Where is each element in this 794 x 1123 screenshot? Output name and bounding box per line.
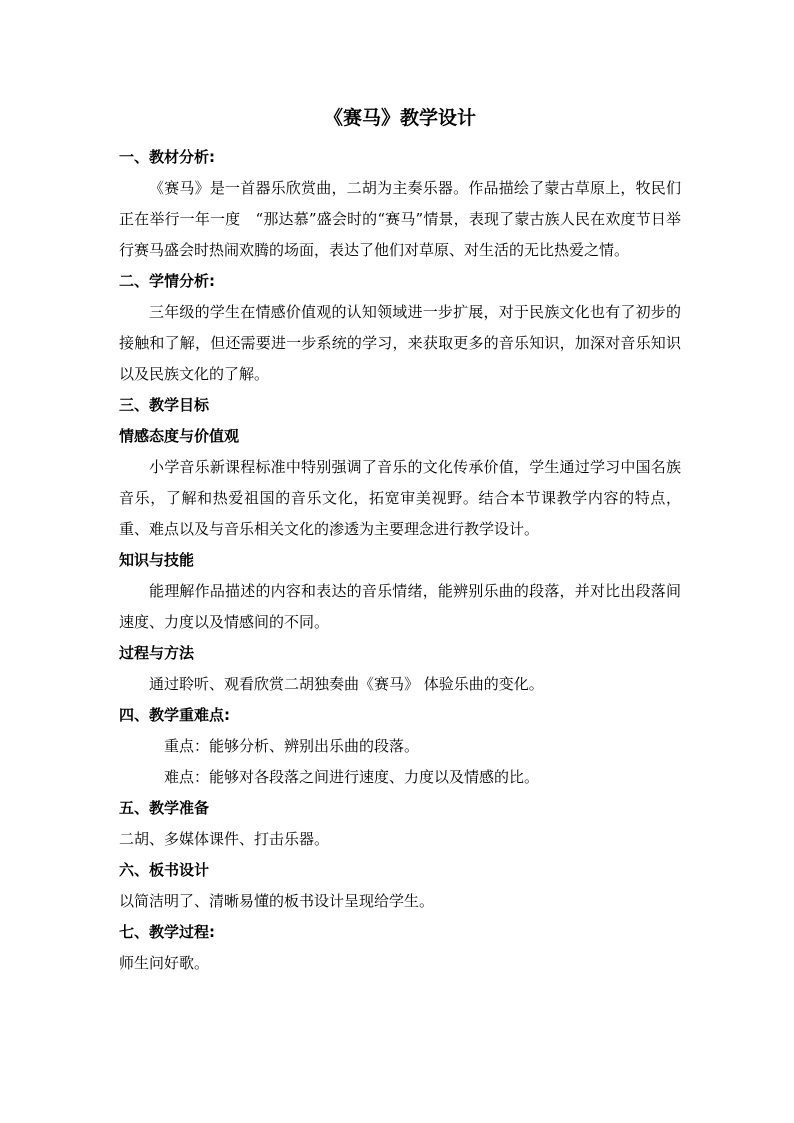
subheading-knowledge-skills: 知识与技能 bbox=[119, 551, 195, 569]
section-heading-textbook-analysis: 一、教材分析: bbox=[119, 148, 215, 166]
section-heading-student-analysis: 二、学情分析: bbox=[119, 272, 215, 290]
process-methods-paragraph: 通过聆听、观看欣赏二胡独奏曲《赛马》 体验乐曲的变化。 bbox=[149, 675, 544, 693]
emotion-values-paragraph: 小学音乐新课程标准中特别强调了音乐的文化传承价值，学生通过学习中国名族音乐，了解和热爱祖国的音乐文化，拓宽审美视野。结合本节课教学内容的特点，重、难点以及与音乐相关文化的渗透为主要理念进行教学设计。 bbox=[119, 458, 681, 538]
section-heading-teaching-preparation: 五、教学准备 bbox=[119, 799, 210, 817]
knowledge-skills-paragraph: 能理解作品描述的内容和表达的音乐情绪，能辨别乐曲的段落，并对比出段落间速度、力度以及情感间的不同。 bbox=[119, 582, 681, 631]
document-body bbox=[119, 104, 681, 979]
section-heading-teaching-process: 七、教学过程: bbox=[119, 923, 215, 941]
textbook-analysis-paragraph: 《赛马》是一首器乐欣赏曲，二胡为主奏乐器。作品描绘了蒙古草原上，牧民们正在举行一年一度 “那达慕”盛会时的“赛马”情景，表现了蒙古族人民在欢度节日举行赛马盛会时热闹欢腾的场面，表达了他们对草原、对生活的无比热爱之情。 bbox=[119, 179, 681, 259]
subheading-emotion-values: 情感态度与价值观 bbox=[119, 427, 240, 445]
page-title: 《赛马》教学设计 bbox=[323, 107, 476, 129]
difficult-point-line: 难点：能够对各段落之间进行速度、力度以及情感的比。 bbox=[164, 768, 540, 786]
section-heading-board-design: 六、板书设计 bbox=[119, 861, 210, 879]
student-analysis-paragraph: 三年级的学生在情感价值观的认知领域进一步扩展，对于民族文化也有了初步的接触和了解，但还需要进一步系统的学习，来获取更多的音乐知识，加深对音乐知识以及民族文化的了解。 bbox=[119, 303, 681, 383]
section-heading-key-difficult-points: 四、教学重难点: bbox=[119, 706, 230, 724]
subheading-process-methods: 过程与方法 bbox=[119, 644, 195, 662]
teaching-process-paragraph: 师生问好歌。 bbox=[119, 954, 210, 972]
key-point-line: 重点：能够分析、辨别出乐曲的段落。 bbox=[164, 737, 420, 755]
board-design-paragraph: 以简洁明了、清晰易懂的板书设计呈现给学生。 bbox=[119, 892, 435, 910]
teaching-preparation-paragraph: 二胡、多媒体课件、打击乐器。 bbox=[119, 830, 330, 848]
section-heading-teaching-goals: 三、教学目标 bbox=[119, 396, 210, 414]
